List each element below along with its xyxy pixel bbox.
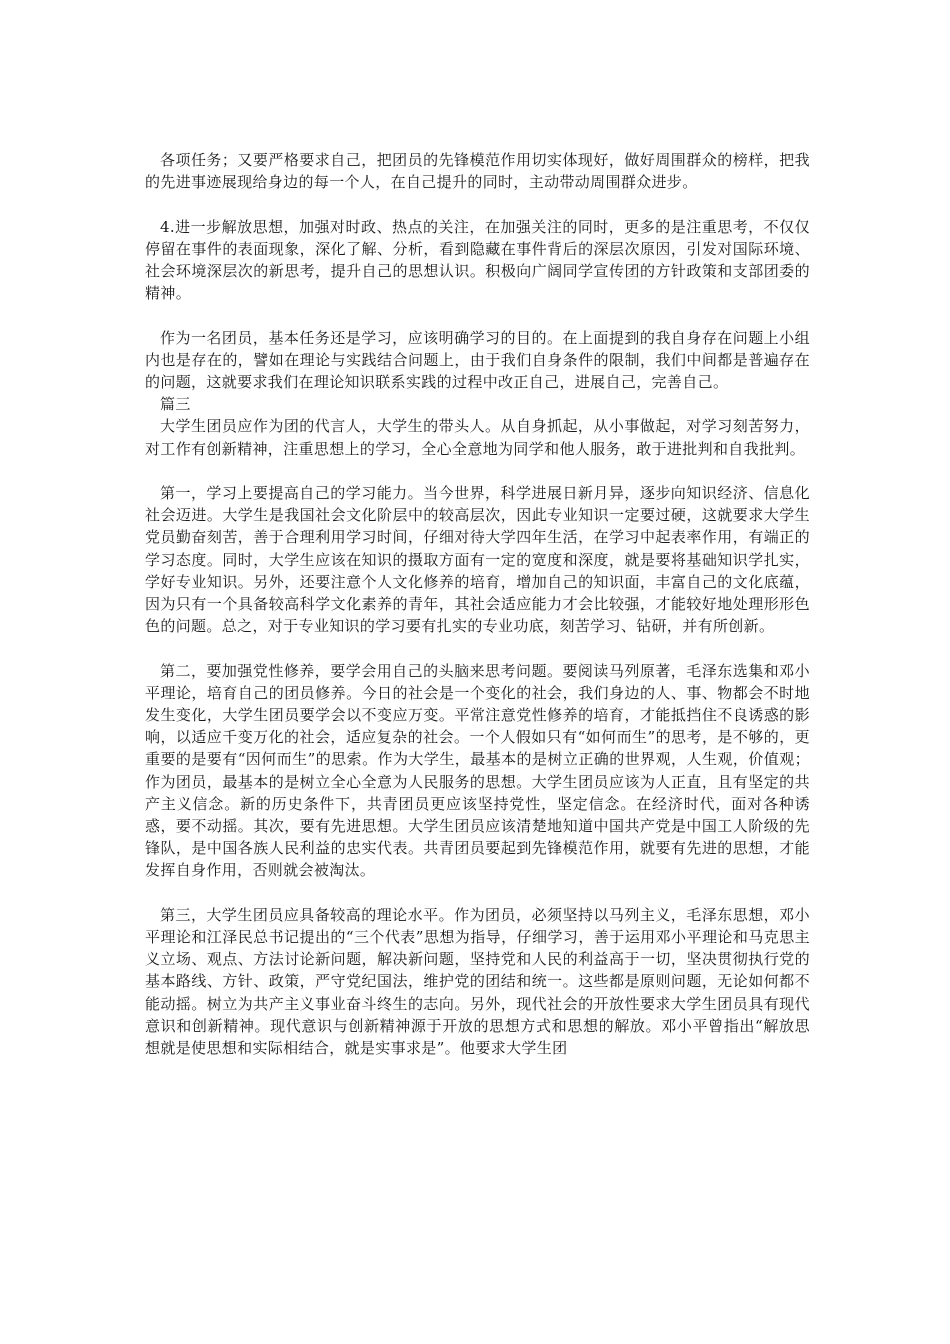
paragraph-point-4: 4.进一步解放思想，加强对时政、热点的关注，在加强关注的同时，更多的是注重思考，不仅仅停留在事件的表面现象，深化了解、分析，看到隐藏在事件背后的深层次原因，引发对国际环境、社会环境深层次的新思考，提升自己的思想认识。积极向广阔同学宣传团的方针政策和支部团委的精神。 <box>145 217 810 303</box>
paragraph-gap <box>145 637 810 659</box>
document-body <box>145 149 810 1059</box>
paragraph-intro: 大学生团员应作为团的代言人，大学生的带头人。从自身抓起，从小事做起，对学习刻苦努力，对工作有创新精神，注重思想上的学习，全心全意地为同学和他人服务，敢于进批判和自我批判。 <box>145 417 810 458</box>
paragraph-tasks: 各项任务；又要严格要求自己，把团员的先锋模范作用切实体现好，做好周围群众的榜样，把我的先进事迹展现给身边的每一个人，在自己提升的同时，主动带动周围群众进步。 <box>145 151 810 192</box>
paragraph-first: 第一，学习上要提高自己的学习能力。当今世界，科学进展日新月异，逐步向知识经济、信息化社会迈进。大学生是我国社会文化阶层中的较高层次，因此专业知识一定要过硬，这就要求大学生党员勤奋刻苦，善于合理利用学习时间，仔细对待大学四年生活，在学习中起表率作用，有端正的学习态度。同时，大学生应该在知识的摄取方面有一定的宽度和深度，就是要将基础知识学扎实，学好专业知识。另外，还要注意个人文化修养的培育，增加自己的知识面，丰富自己的文化底蕴，因为只有一个具备较高科学文化素养的青年，其社会适应能力才会比较强，才能较好地处理形形色色的问题。总之，对于专业知识的学习要有扎实的专业功底，刻苦学习、钻研，并有所创新。 <box>145 484 810 636</box>
section-heading: 篇三 <box>160 395 191 414</box>
paragraph-gap <box>145 882 810 904</box>
paragraph-gap <box>145 193 810 215</box>
paragraph-gap <box>145 460 810 482</box>
paragraph-study-task: 作为一名团员，基本任务还是学习，应该明确学习的目的。在上面提到的我自身存在问题上小组内也是存在的，譬如在理论与实践结合问题上，由于我们自身条件的限制，我们中间都是普遍存在的问题，这就要求我们在理论知识联系实践的过程中改正自己，进展自己，完善自己。 <box>145 328 810 391</box>
paragraph-gap <box>145 304 810 326</box>
paragraph-third: 第三，大学生团员应具备较高的理论水平。作为团员，必须坚持以马列主义，毛泽东思想，邓小平理论和江泽民总书记提出的“三个代表”思想为指导，仔细学习，善于运用邓小平理论和马克思主义立场、观点、方法讨论新问题，解决新问题，坚持党和人民的利益高于一切，坚决贯彻执行党的基本路线、方针、政策，严守党纪国法，维护党的团结和统一。这些都是原则问题，无论如何都不能动摇。树立为共产主义事业奋斗终生的志向。另外，现代社会的开放性要求大学生团员具有现代意识和创新精神。现代意识与创新精神源于开放的思想方式和思想的解放。邓小平曾指出“解放思想就是使思想和实际相结合，就是实事求是”。他要求大学生团 <box>145 905 810 1058</box>
paragraph-second: 第二，要加强党性修养，要学会用自己的头脑来思考问题。要阅读马列原著，毛泽东选集和邓小平理论，培育自己的团员修养。今日的社会是一个变化的社会，我们身边的人、事、物都会不时地发生变化，大学生团员要学会以不变应万变。平常注意党性修养的培育，才能抵挡住不良诱惑的影响，以适应千变万化的社会，适应复杂的社会。一个人假如只有“如何而生”的思考，是不够的，更重要的是要有“因何而生”的思索。作为大学生，最基本的是树立正确的世界观，人生观，价值观；作为团员，最基本的是树立全心全意为人民服务的思想。大学生团员应该为人正直，且有坚定的共产主义信念。新的历史条件下，共青团员更应该坚持党性，坚定信念。在经济时代，面对各种诱惑，要不动摇。其次，要有先进思想。大学生团员应该清楚地知道中国共产党是中国工人阶级的先锋队，是中国各族人民利益的忠实代表。共青团员要起到先锋模范作用，就要有先进的思想，才能发挥自身作用，否则就会被淘汰。 <box>145 661 810 880</box>
